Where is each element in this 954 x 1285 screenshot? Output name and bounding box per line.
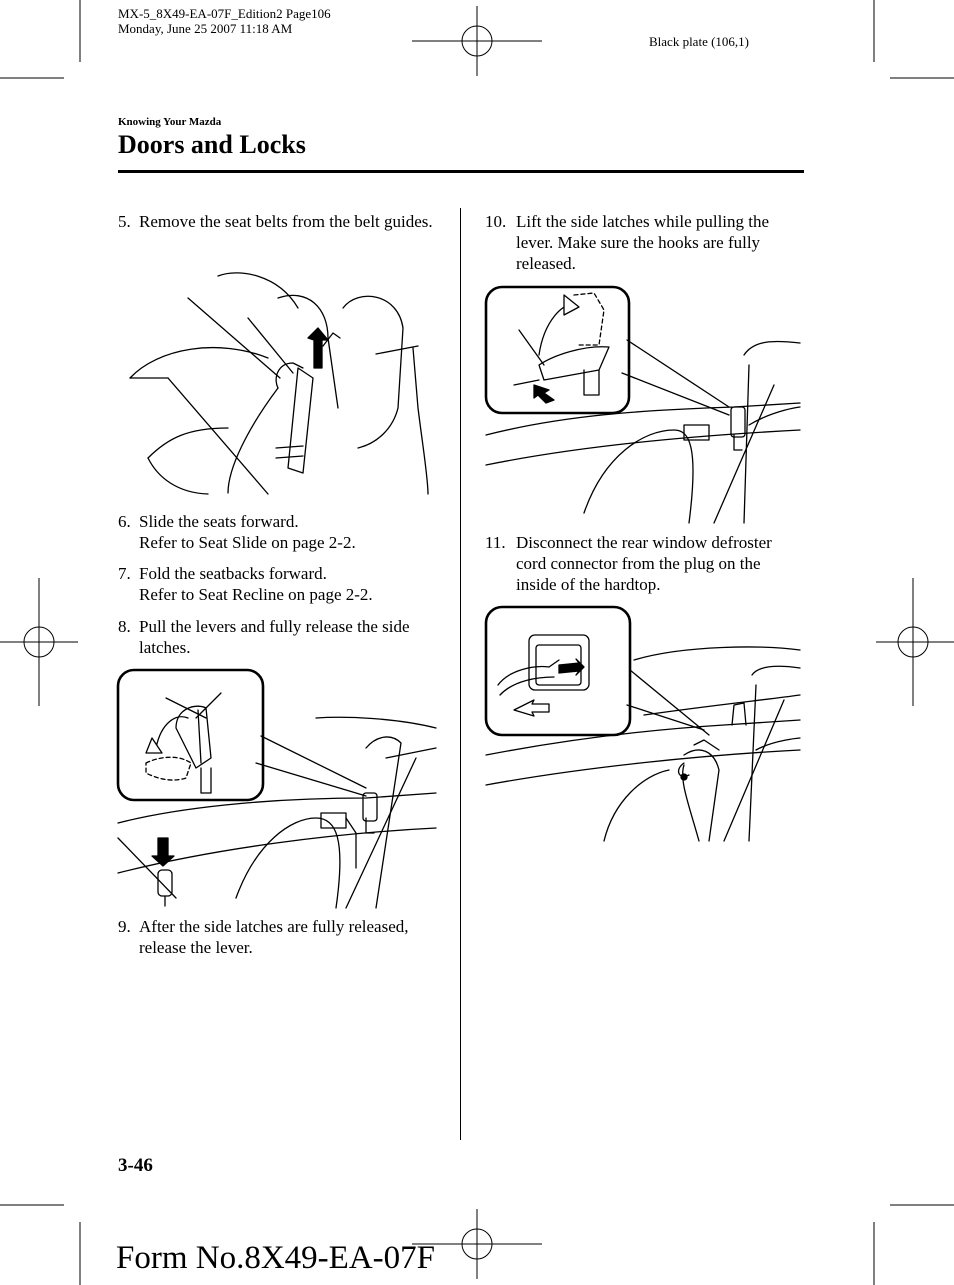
step-text: Lift the side latches while pulling the lever. Make sure the hooks are fully released. <box>516 212 770 273</box>
step-number: 6. <box>118 512 131 531</box>
registration-mark-top <box>412 6 542 76</box>
step-5 <box>118 211 443 232</box>
step-7 <box>118 563 443 605</box>
step-text: Disconnect the rear window defroster cord connector from the plug on the inside of the hardtop. <box>516 533 772 594</box>
step-text: Pull the levers and fully release the side latches. <box>139 617 410 657</box>
step-reference: Refer to Seat Recline on page 2-2. <box>139 585 373 604</box>
step-11 <box>485 532 803 595</box>
step-number: 10. <box>485 212 507 231</box>
step-10 <box>485 211 803 274</box>
registration-mark-left <box>0 578 78 706</box>
print-meta-filename: MX-5_8X49-EA-07F_Edition2 Page106 <box>118 6 331 21</box>
step-9 <box>118 916 443 958</box>
step-number: 7. <box>118 564 131 583</box>
step-text: Fold the seatbacks forward. <box>139 564 327 583</box>
print-meta-timestamp: Monday, June 25 2007 11:18 AM <box>118 21 293 36</box>
page-title: Doors and Locks <box>118 130 306 159</box>
step-text: Remove the seat belts from the belt guides. <box>139 212 433 231</box>
form-number: Form No.8X49-EA-07F <box>116 1240 435 1276</box>
page-number: 3-46 <box>118 1155 153 1176</box>
step-number: 9. <box>118 917 131 936</box>
step-6 <box>118 511 443 553</box>
registration-mark-right <box>876 578 954 706</box>
step-reference: Refer to Seat Slide on page 2-2. <box>139 533 356 552</box>
side-latch-release-illustration <box>116 668 436 908</box>
section-label: Knowing Your Mazda <box>118 116 222 128</box>
column-divider <box>460 208 461 1140</box>
title-rule <box>118 170 804 173</box>
step-number: 8. <box>118 617 131 636</box>
step-number: 5. <box>118 212 131 231</box>
side-latch-lift-illustration <box>484 285 804 523</box>
plate-label: Black plate (106,1) <box>649 34 749 49</box>
defroster-connector-illustration <box>484 605 804 841</box>
seat-belt-guide-illustration <box>128 268 438 496</box>
step-text: After the side latches are fully released, release the lever. <box>139 917 409 957</box>
step-number: 11. <box>485 533 506 552</box>
step-text: Slide the seats forward. <box>139 512 299 531</box>
print-metadata <box>118 6 331 36</box>
step-8 <box>118 616 443 658</box>
